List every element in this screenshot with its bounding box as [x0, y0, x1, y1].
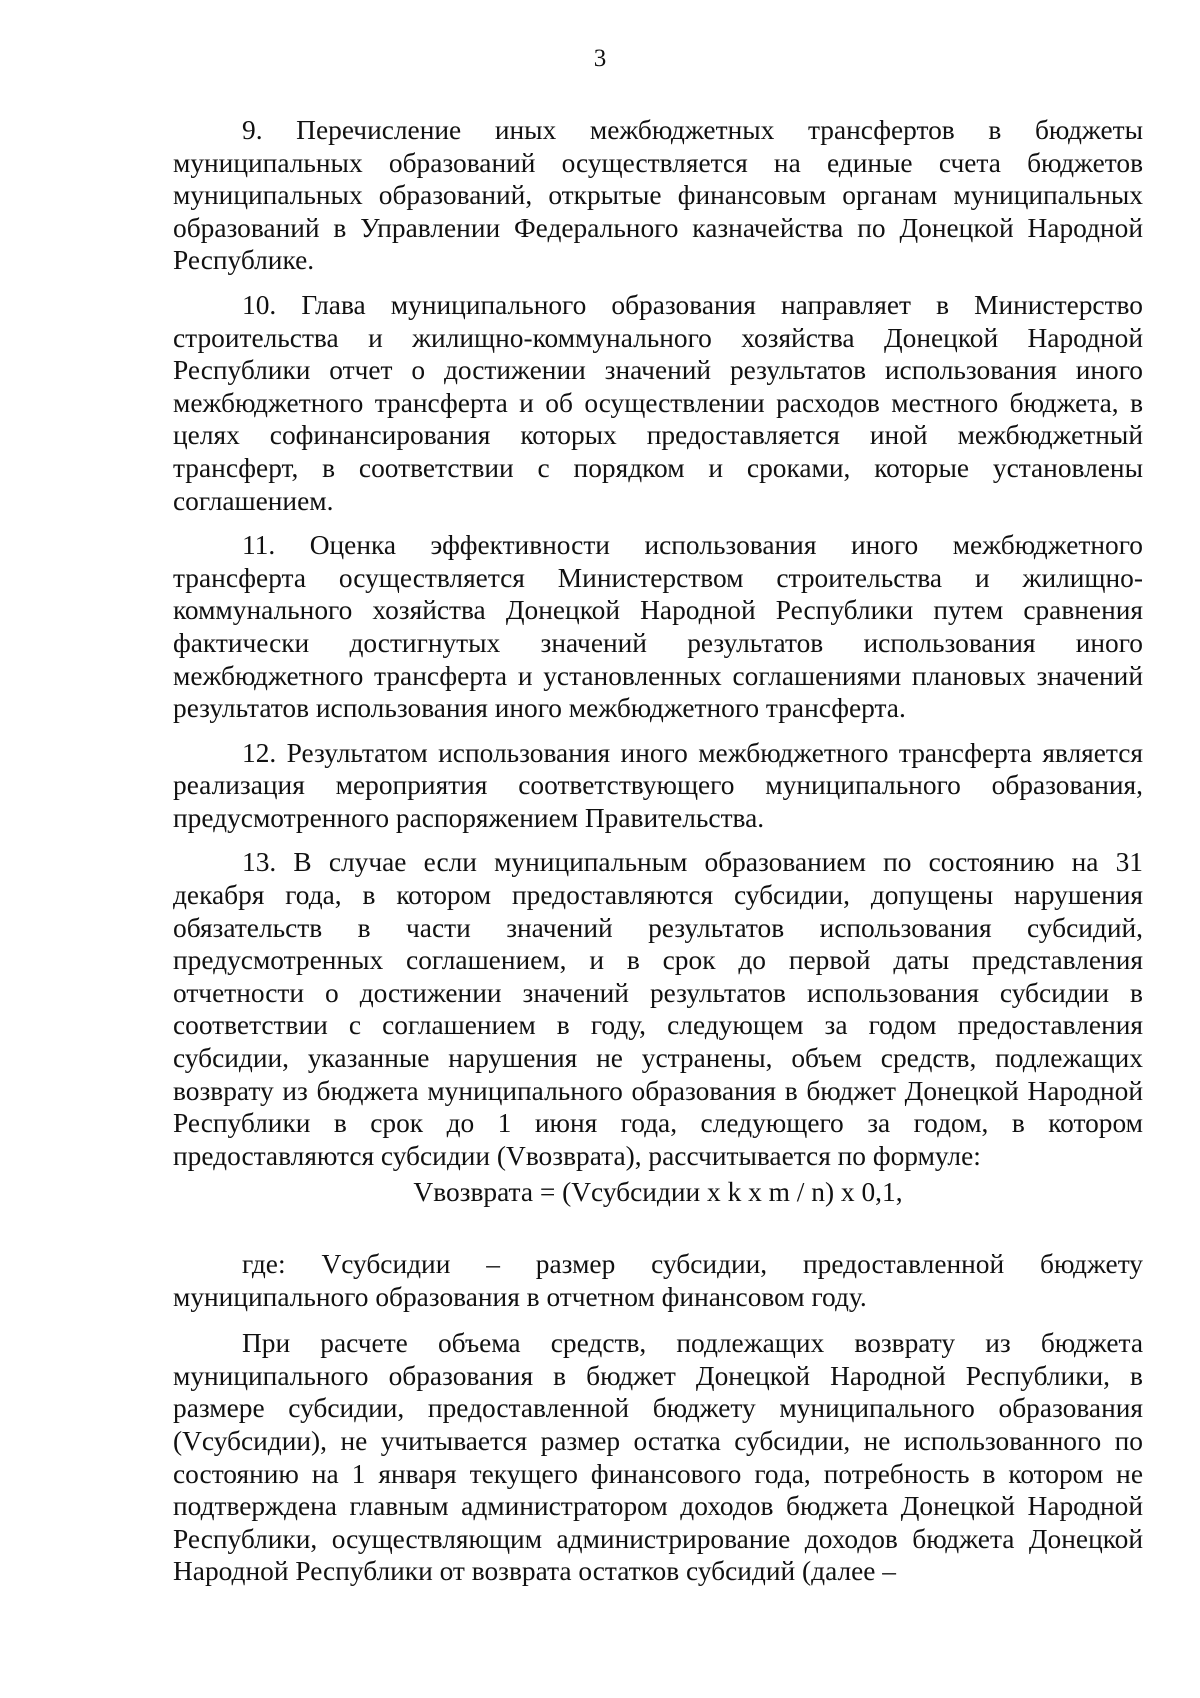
- formula-definition: где: Vсубсидии – размер субсидии, предоставленной бюджету муниципального образования в отчетном финансовом году.: [173, 1249, 1143, 1312]
- refund-formula: Vвозврата = (Vсубсидии x k x m / n) x 0,1,: [413, 1177, 903, 1208]
- page-number: 3: [593, 45, 607, 72]
- paragraph-13: 13. В случае если муниципальным образованием по состоянию на 31 декабря года, в котором предоставляются субсидии, допущены нарушения обязательств в части значений результатов использования субсидий, предусмотренных соглашением, и в срок до первой даты представления отчетности о достижении значений результатов использования субсидии в соответствии с соглашением в году, следующем за годом предоставления субсидии, указанные нарушения не устранены, объем средств, подлежащих возврату из бюджета муниципального образования в бюджет Донецкой Народной Республики в срок до 1 июня года, следующего за годом, в котором предоставляются субсидии (Vвозврата), рассчитывается по формуле:: [173, 847, 1143, 1171]
- paragraph-12: 12. Результатом использования иного межбюджетного трансферта является реализация мероприятия соответствующего муниципального образования, предусмотренного распоряжением Правительства.: [173, 737, 1143, 833]
- document-body: [173, 114, 1143, 1588]
- paragraph-calculation-note: При расчете объема средств, подлежащих возврату из бюджета муниципального образования в бюджет Донецкой Народной Республики, в размере субсидии, предоставленной бюджету муниципального образования (Vсубсидии), не учитывается размер остатка субсидии, не использованного по состоянию на 1 января текущего финансового года, потребность в котором не подтверждена главным администратором доходов бюджета Донецкой Народной Республики, осуществляющим администрирование доходов бюджета Донецкой Народной Республики от возврата остатков субсидий (далее –: [173, 1328, 1143, 1587]
- paragraph-11: 11. Оценка эффективности использования иного межбюджетного трансферта осуществляется Министерством строительства и жилищно-коммунального хозяйства Донецкой Народной Республики путем сравнения фактически достигнутых значений результатов использования иного межбюджетного трансферта и установленных соглашениями плановых значений результатов использования иного межбюджетного трансферта.: [173, 530, 1143, 724]
- paragraph-10: 10. Глава муниципального образования направляет в Министерство строительства и жилищно-коммунального хозяйства Донецкой Народной Республики отчет о достижении значений результатов использования иного межбюджетного трансферта и об осуществлении расходов местного бюджета, в целях софинансирования которых предоставляется иной межбюджетный трансферт, в соответствии с порядком и сроками, которые установлены соглашением.: [173, 289, 1143, 516]
- paragraph-9: 9. Перечисление иных межбюджетных трансфертов в бюджеты муниципальных образований осуществляется на единые счета бюджетов муниципальных образований, открытые финансовым органам муниципальных образований в Управлении Федерального казначейства по Донецкой Народной Республике.: [173, 115, 1143, 276]
